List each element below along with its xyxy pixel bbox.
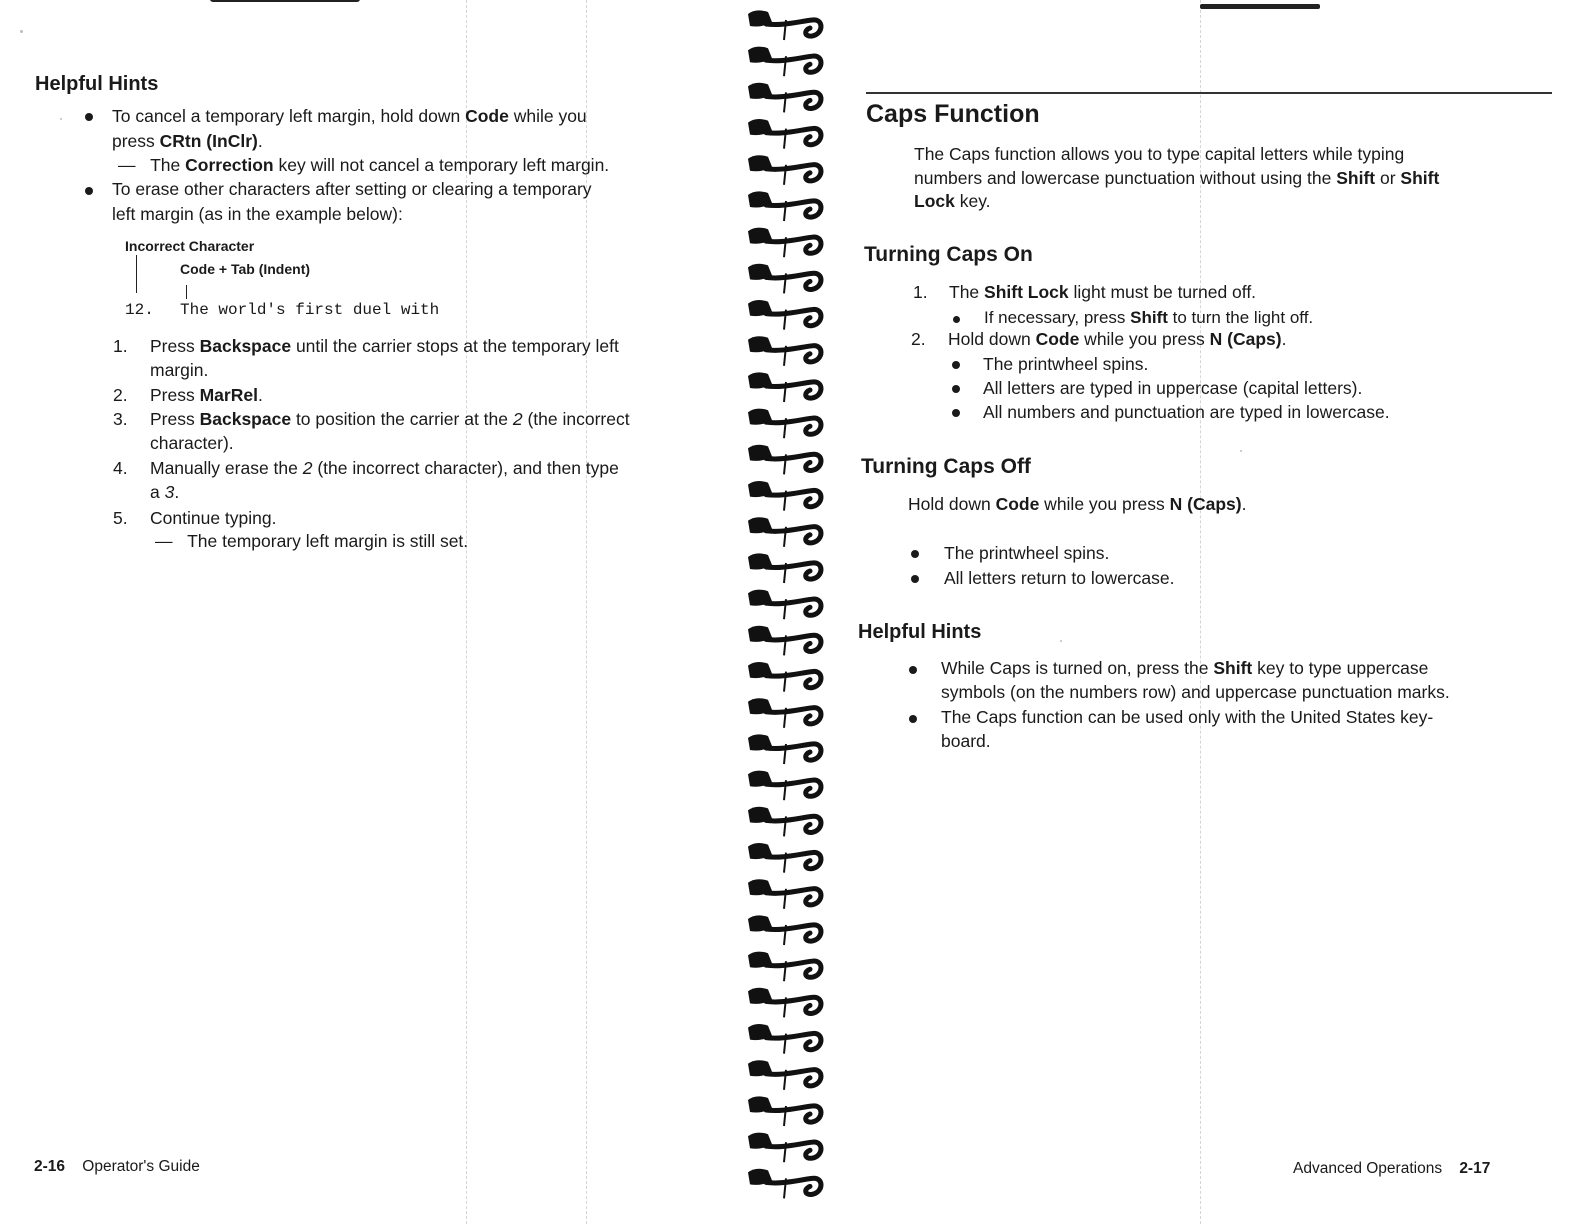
caps-off-instruction: Hold down Code while you press N (Caps). xyxy=(908,494,1247,514)
spiral-coil xyxy=(748,155,821,185)
left-bullet2-line1: To erase other characters after setting or clearing a temporary xyxy=(112,179,592,199)
left-top-fragment xyxy=(210,0,360,2)
dash-mark: — xyxy=(155,531,173,551)
right-footer-title: Advanced Operations xyxy=(1293,1160,1443,1177)
left-helpful-hints-heading: Helpful Hints xyxy=(35,73,159,95)
hints-bullet1-line1: While Caps is turned on, press the Shift key to type uppercase xyxy=(941,658,1429,678)
scan-speck xyxy=(20,30,23,33)
left-bullet1-line1: To cancel a temporary left margin, hold down Code while you xyxy=(112,106,587,126)
turning-caps-off-heading: Turning Caps Off xyxy=(861,455,1031,478)
spiral-binding xyxy=(742,0,832,1224)
spiral-coil xyxy=(748,10,821,40)
spiral-coil xyxy=(748,1096,821,1126)
spiral-coil xyxy=(748,119,821,149)
hints-bullet2-line1: The Caps function can be used only with the United States key- xyxy=(941,707,1434,727)
spiral-coil xyxy=(748,590,821,620)
bullet-icon xyxy=(79,182,99,200)
spiral-coil xyxy=(748,1060,821,1090)
title-rule xyxy=(866,92,1552,94)
caps-on-step1-sub: If necessary, press Shift to turn the light off. xyxy=(984,308,1314,327)
example-incorrect-character-label: Incorrect Character xyxy=(125,238,255,254)
example-code-tab-label: Code + Tab (Indent) xyxy=(180,261,311,277)
caps-on-sub1: The printwheel spins. xyxy=(983,354,1149,374)
scan-speck xyxy=(60,118,62,120)
hints-bullet2-line2: board. xyxy=(941,731,991,751)
spiral-coil xyxy=(748,83,821,113)
spiral-coil xyxy=(748,952,821,982)
spiral-coil xyxy=(748,264,821,294)
turning-caps-on-heading: Turning Caps On xyxy=(864,243,1033,266)
spiral-coil xyxy=(748,47,821,77)
left-page-number: 2-16 xyxy=(34,1158,66,1175)
right-page-number: 2-17 xyxy=(1459,1160,1491,1177)
right-footer xyxy=(1293,1160,1490,1178)
left-bullet1-sub: — The Correction key will not cancel a temporary left margin. xyxy=(118,155,610,175)
bullet-icon xyxy=(946,380,966,398)
spiral-coil xyxy=(748,807,821,837)
example-pointer-line-left xyxy=(136,255,137,293)
caps-on-step2-text: Hold down Code while you press N (Caps). xyxy=(948,329,1287,349)
spiral-coil xyxy=(748,988,821,1018)
bullet-icon xyxy=(905,545,925,563)
spiral-coil xyxy=(748,879,821,909)
caps-on-sub2: All letters are typed in uppercase (capital letters). xyxy=(983,378,1363,398)
right-page xyxy=(850,0,1584,1224)
left-step-1 xyxy=(113,334,128,358)
spiral-coil xyxy=(748,1169,821,1199)
caps-on-step1-text: The Shift Lock light must be turned off. xyxy=(949,282,1257,302)
left-step-5-sub: — The temporary left margin is still set. xyxy=(155,531,469,551)
intro-line1: The Caps function allows you to type capital letters while typing xyxy=(914,144,1405,164)
left-bullet1-line2: press CRtn (InClr). xyxy=(112,131,263,151)
step-number: 1. xyxy=(113,336,128,356)
bullet-icon xyxy=(946,310,966,328)
spiral-coil xyxy=(748,662,821,692)
left-step-2-text: Press MarRel. xyxy=(150,385,263,405)
example-line-number: 12. xyxy=(125,301,154,319)
left-footer xyxy=(34,1158,200,1176)
intro-line3: Lock key. xyxy=(914,191,991,211)
example-typed-text: The world's first duel with xyxy=(180,301,440,319)
bullet-icon xyxy=(946,404,966,422)
right-top-fragment xyxy=(1200,4,1320,9)
caps-on-sub3: All numbers and punctuation are typed in lowercase. xyxy=(983,402,1390,422)
caps-off-bullet2: All letters return to lowercase. xyxy=(944,568,1175,588)
spiral-coil xyxy=(748,734,821,764)
spiral-coil xyxy=(748,626,821,656)
scan-speck xyxy=(1060,640,1062,642)
spiral-coil xyxy=(748,1133,821,1163)
spiral-coil xyxy=(748,300,821,330)
left-step-4-text: Manually erase the 2 (the incorrect character), and then type xyxy=(150,458,619,478)
scan-speck xyxy=(1240,450,1242,452)
spiral-coil xyxy=(748,915,821,945)
left-step-1-text: Press Backspace until the carrier stops at the temporary left xyxy=(150,336,619,356)
right-helpful-hints-heading: Helpful Hints xyxy=(858,621,982,643)
left-step-3: 3. xyxy=(113,409,128,429)
caps-function-title: Caps Function xyxy=(866,100,1040,128)
left-step-5-text: Continue typing. xyxy=(150,508,277,528)
left-bullet2-line2: left margin (as in the example below): xyxy=(112,204,403,224)
spiral-coil xyxy=(748,771,821,801)
bullet-icon xyxy=(903,661,923,679)
spiral-coil xyxy=(748,445,821,475)
spiral-coil xyxy=(748,409,821,439)
hints-bullet1-line2: symbols (on the numbers row) and uppercase punctuation marks. xyxy=(941,682,1450,702)
left-step-4: 4. xyxy=(113,458,128,478)
left-step-4-cont: a 3. xyxy=(150,482,180,502)
spiral-coil xyxy=(748,481,821,511)
left-footer-title: Operator's Guide xyxy=(82,1158,200,1175)
dash-mark: — xyxy=(118,155,136,175)
spiral-coil xyxy=(748,191,821,221)
bullet-icon xyxy=(79,108,99,126)
left-step-5: 5. xyxy=(113,508,128,528)
left-page xyxy=(0,0,740,1224)
bullet-icon xyxy=(903,710,923,728)
caps-off-bullet1: The printwheel spins. xyxy=(944,543,1110,563)
left-step-1-cont: margin. xyxy=(150,360,209,380)
left-step-3-text: Press Backspace to position the carrier at the 2 (the incorrect xyxy=(150,409,630,429)
left-step-3-cont: character). xyxy=(150,433,234,453)
spiral-coil xyxy=(748,228,821,258)
left-step-2: 2. xyxy=(113,385,128,405)
spiral-coil xyxy=(748,1024,821,1054)
spiral-coil xyxy=(748,517,821,547)
intro-line2: numbers and lowercase punctuation without using the Shift or Shift xyxy=(914,168,1440,188)
bullet-icon xyxy=(905,570,925,588)
caps-on-step1-number: 1. xyxy=(913,282,928,302)
spiral-coil xyxy=(748,698,821,728)
caps-on-step2-number: 2. xyxy=(911,329,926,349)
spiral-coil xyxy=(748,372,821,402)
spiral-coil xyxy=(748,336,821,366)
bullet-icon xyxy=(946,356,966,374)
spiral-coil xyxy=(748,553,821,583)
spiral-coil xyxy=(748,843,821,873)
example-pointer-line-right xyxy=(186,285,187,299)
